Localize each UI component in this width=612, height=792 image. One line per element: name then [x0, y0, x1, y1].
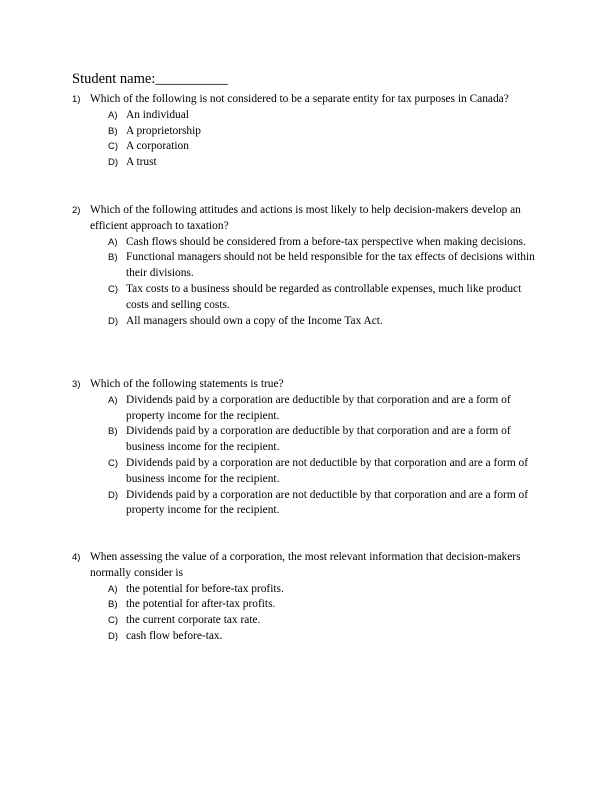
option-text: cash flow before-tax.	[126, 629, 223, 642]
option-text: Dividends paid by a corporation are deductible by that corporation and are a form of property income for the recipient.	[126, 393, 511, 422]
option-text: Functional managers should not be held responsible for the tax effects of decisions within their divisions.	[126, 251, 535, 280]
question-2	[72, 203, 542, 329]
answer-option-d	[72, 314, 542, 330]
option-text: the current corporate tax rate.	[126, 614, 261, 627]
question-number: 2)	[72, 205, 81, 216]
option-text: A trust	[126, 156, 157, 169]
option-text: Dividends paid by a corporation are deductible by that corporation and are a form of business income for the recipient.	[126, 425, 511, 454]
answer-option-d	[72, 155, 542, 171]
option-letter: B)	[108, 426, 118, 438]
answer-options	[72, 108, 542, 171]
answer-option-a	[72, 108, 542, 124]
answer-option-b	[72, 124, 542, 140]
option-text: Dividends paid by a corporation are not deductible by that corporation and are a form of property income for the recipient.	[126, 488, 529, 517]
option-text: Cash flows should be considered from a before-tax perspective when making decisions.	[126, 235, 526, 248]
question-text: Which of the following statements is true?	[90, 378, 284, 390]
option-letter: D)	[108, 630, 119, 642]
option-letter: A)	[108, 394, 118, 406]
answer-option-c	[72, 139, 542, 155]
option-text: A proprietorship	[126, 124, 201, 137]
answer-option-a	[72, 582, 542, 598]
option-text: the potential for after-tax profits.	[126, 598, 276, 611]
question-4-stem	[72, 550, 542, 582]
option-letter: C)	[108, 283, 119, 295]
question-text: When assessing the value of a corporation, the most relevant information that decision-makers normally consider is	[90, 551, 521, 579]
question-3-stem	[72, 377, 542, 393]
option-letter: A)	[108, 109, 118, 121]
answer-option-c	[72, 456, 542, 488]
answer-options	[72, 582, 542, 645]
option-letter: B)	[108, 125, 118, 137]
option-letter: C)	[108, 141, 119, 153]
option-letter: D)	[108, 315, 119, 327]
answer-option-a	[72, 393, 542, 425]
option-letter: A)	[108, 236, 118, 248]
student-name-label: Student name:__________	[72, 71, 228, 87]
option-letter: C)	[108, 615, 119, 627]
answer-option-c	[72, 282, 542, 314]
answer-option-a	[72, 235, 542, 251]
answer-option-b	[72, 424, 542, 456]
question-number: 3)	[72, 379, 81, 390]
answer-option-b	[72, 250, 542, 282]
answer-options	[72, 393, 542, 519]
question-4	[72, 550, 542, 645]
option-text: the potential for before-tax profits.	[126, 582, 284, 595]
option-letter: B)	[108, 599, 118, 611]
question-1	[72, 92, 542, 171]
question-3	[72, 377, 542, 519]
option-letter: D)	[108, 157, 119, 169]
answer-options	[72, 235, 542, 330]
answer-option-d	[72, 488, 542, 520]
option-letter: B)	[108, 252, 118, 264]
option-text: Tax costs to a business should be regarded as controllable expenses, much like product costs and selling costs.	[126, 282, 522, 311]
option-text: All managers should own a copy of the Income Tax Act.	[126, 314, 383, 327]
option-text: An individual	[126, 108, 189, 121]
answer-option-d	[72, 629, 542, 645]
question-number: 1)	[72, 94, 81, 105]
option-text: A corporation	[126, 140, 189, 153]
question-2-stem	[72, 203, 542, 235]
question-number: 4)	[72, 552, 81, 563]
option-letter: A)	[108, 583, 118, 595]
answer-option-c	[72, 613, 542, 629]
option-letter: D)	[108, 489, 119, 501]
option-letter: C)	[108, 457, 119, 469]
question-1-stem	[72, 92, 542, 108]
option-text: Dividends paid by a corporation are not deductible by that corporation and are a form of business income for the recipient.	[126, 456, 529, 485]
question-text: Which of the following attitudes and actions is most likely to help decision-makers develop an efficient approach to taxation?	[90, 204, 521, 232]
answer-option-b	[72, 597, 542, 613]
question-text: Which of the following is not considered to be a separate entity for tax purposes in Canada?	[90, 93, 509, 105]
